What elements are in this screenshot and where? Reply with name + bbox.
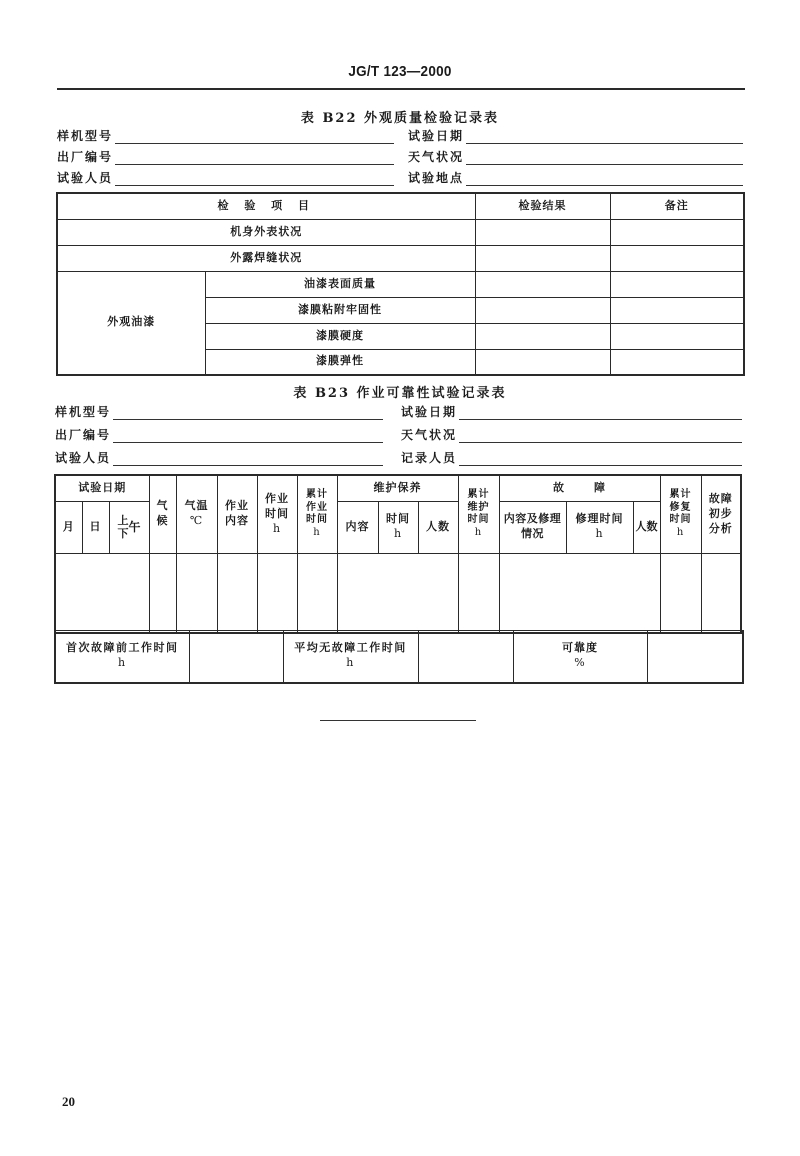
row-item-label: 漆膜硬度	[205, 323, 475, 349]
weather-cell[interactable]	[149, 553, 176, 633]
field-input-line[interactable]	[115, 173, 394, 186]
cum-repair-time-cell[interactable]	[660, 553, 701, 633]
date-cell[interactable]	[55, 553, 149, 633]
maintenance-cell[interactable]	[337, 553, 458, 633]
field-input-line[interactable]	[466, 152, 743, 165]
standard-code: JG/T 123—2000	[348, 63, 452, 80]
remark-cell[interactable]	[610, 323, 744, 349]
summary-row	[55, 631, 743, 683]
col-header-work-time: 作业 时间 h	[257, 475, 297, 553]
b23-field-sample-model[interactable]	[55, 404, 383, 420]
col-header-repair-time: 修理时间 h	[566, 501, 633, 553]
table-body-row	[55, 553, 741, 633]
col-header-work-content: 作业 内容	[217, 475, 257, 553]
field-label: 天气状况	[401, 428, 458, 442]
reliability-value-cell[interactable]	[647, 631, 743, 683]
field-input-line[interactable]	[113, 407, 383, 420]
col-header-maint-people: 人数	[418, 501, 458, 553]
remark-cell[interactable]	[610, 245, 744, 271]
col-header-cum-maint-time: 累计 维护 时间 h	[458, 475, 499, 553]
header-rule	[57, 88, 745, 90]
b22-field-serial-number[interactable]	[57, 149, 394, 165]
field-input-line[interactable]	[466, 131, 743, 144]
mtbf-label: 平均无故障工作时间 h	[283, 631, 418, 683]
remark-cell[interactable]	[610, 219, 744, 245]
table-b23-title: 表 B23 作业可靠性试验记录表	[293, 386, 507, 401]
b22-field-weather[interactable]	[408, 149, 743, 165]
table-b22-title: 表 B22 外观质量检验记录表	[300, 111, 500, 126]
result-cell[interactable]	[475, 349, 610, 375]
field-label: 样机型号	[57, 129, 114, 143]
table-header-row	[55, 475, 741, 501]
table-header-row	[57, 193, 744, 219]
b23-field-test-date[interactable]	[401, 404, 742, 420]
first-failure-value-cell[interactable]	[189, 631, 283, 683]
col-header-failure: 故 障	[499, 475, 660, 501]
field-input-line[interactable]	[115, 152, 394, 165]
result-cell[interactable]	[475, 297, 610, 323]
row-item-label: 漆膜粘附牢固性	[205, 297, 475, 323]
row-item-label: 机身外表状况	[57, 219, 475, 245]
table-row	[57, 245, 744, 271]
field-label: 出厂编号	[55, 428, 112, 442]
row-item-label: 油漆表面质量	[205, 271, 475, 297]
col-header-maint-content: 内容	[337, 501, 378, 553]
b23-field-weather[interactable]	[401, 427, 742, 443]
col-header-am-pm: 上 下 午	[109, 501, 149, 553]
col-header-test-date: 试验日期	[55, 475, 149, 501]
col-header-item: 检 验 项 目	[57, 193, 475, 219]
failure-cell[interactable]	[499, 553, 660, 633]
b22-field-sample-model[interactable]	[57, 128, 394, 144]
col-header-remark: 备注	[610, 193, 744, 219]
b23-field-serial-number[interactable]	[55, 427, 383, 443]
col-header-failure-content: 内容及修理 情况	[499, 501, 566, 553]
field-input-line[interactable]	[113, 453, 383, 466]
b23-field-tester[interactable]	[55, 450, 383, 466]
page-number: 20	[62, 1094, 75, 1109]
temperature-cell[interactable]	[176, 553, 217, 633]
field-label: 试验日期	[408, 129, 465, 143]
field-input-line[interactable]	[459, 453, 742, 466]
field-input-line[interactable]	[466, 173, 743, 186]
field-label: 样机型号	[55, 405, 112, 419]
result-cell[interactable]	[475, 271, 610, 297]
remark-cell[interactable]	[610, 271, 744, 297]
col-header-weather: 气 候	[149, 475, 176, 553]
col-header-maint-time: 时间 h	[378, 501, 418, 553]
field-input-line[interactable]	[115, 131, 394, 144]
result-cell[interactable]	[475, 245, 610, 271]
field-label: 天气状况	[408, 150, 465, 164]
field-label: 试验人员	[55, 451, 112, 465]
reliability-label: 可靠度 %	[513, 631, 647, 683]
result-cell[interactable]	[475, 323, 610, 349]
col-header-cum-work-time: 累计 作业 时间 h	[297, 475, 337, 553]
row-item-label: 漆膜弹性	[205, 349, 475, 375]
b23-field-recorder[interactable]	[401, 450, 742, 466]
field-input-line[interactable]	[459, 407, 742, 420]
table-b23	[54, 474, 742, 634]
result-cell[interactable]	[475, 219, 610, 245]
col-header-temperature: 气温 ℃	[176, 475, 217, 553]
cum-maint-time-cell[interactable]	[458, 553, 499, 633]
work-time-cell[interactable]	[257, 553, 297, 633]
col-header-day: 日	[82, 501, 109, 553]
group-label: 外观油漆	[57, 271, 205, 375]
end-rule	[320, 720, 476, 721]
field-label: 出厂编号	[57, 150, 114, 164]
field-label: 试验地点	[408, 171, 465, 185]
col-header-result: 检验结果	[475, 193, 610, 219]
failure-analysis-cell[interactable]	[701, 553, 741, 633]
table-b23-summary	[54, 630, 744, 684]
work-content-cell[interactable]	[217, 553, 257, 633]
col-header-failure-analysis: 故障 初步 分析	[701, 475, 741, 553]
col-header-maintenance: 维护保养	[337, 475, 458, 501]
col-header-failure-people: 人数	[633, 501, 660, 553]
b22-field-test-date[interactable]	[408, 128, 743, 144]
mtbf-value-cell[interactable]	[418, 631, 513, 683]
field-input-line[interactable]	[459, 430, 742, 443]
remark-cell[interactable]	[610, 297, 744, 323]
b22-field-test-location[interactable]	[408, 170, 743, 186]
field-label: 试验日期	[401, 405, 458, 419]
first-failure-label: 首次故障前工作时间 h	[55, 631, 189, 683]
field-label: 记录人员	[401, 451, 458, 465]
cum-work-time-cell[interactable]	[297, 553, 337, 633]
table-row	[57, 271, 744, 297]
table-row	[57, 219, 744, 245]
col-header-cum-repair-time: 累计 修复 时间 h	[660, 475, 701, 553]
col-header-month: 月	[55, 501, 82, 553]
remark-cell[interactable]	[610, 349, 744, 375]
field-input-line[interactable]	[113, 430, 383, 443]
b22-field-tester[interactable]	[57, 170, 394, 186]
row-item-label: 外露焊缝状况	[57, 245, 475, 271]
field-label: 试验人员	[57, 171, 114, 185]
table-b22	[56, 192, 745, 376]
